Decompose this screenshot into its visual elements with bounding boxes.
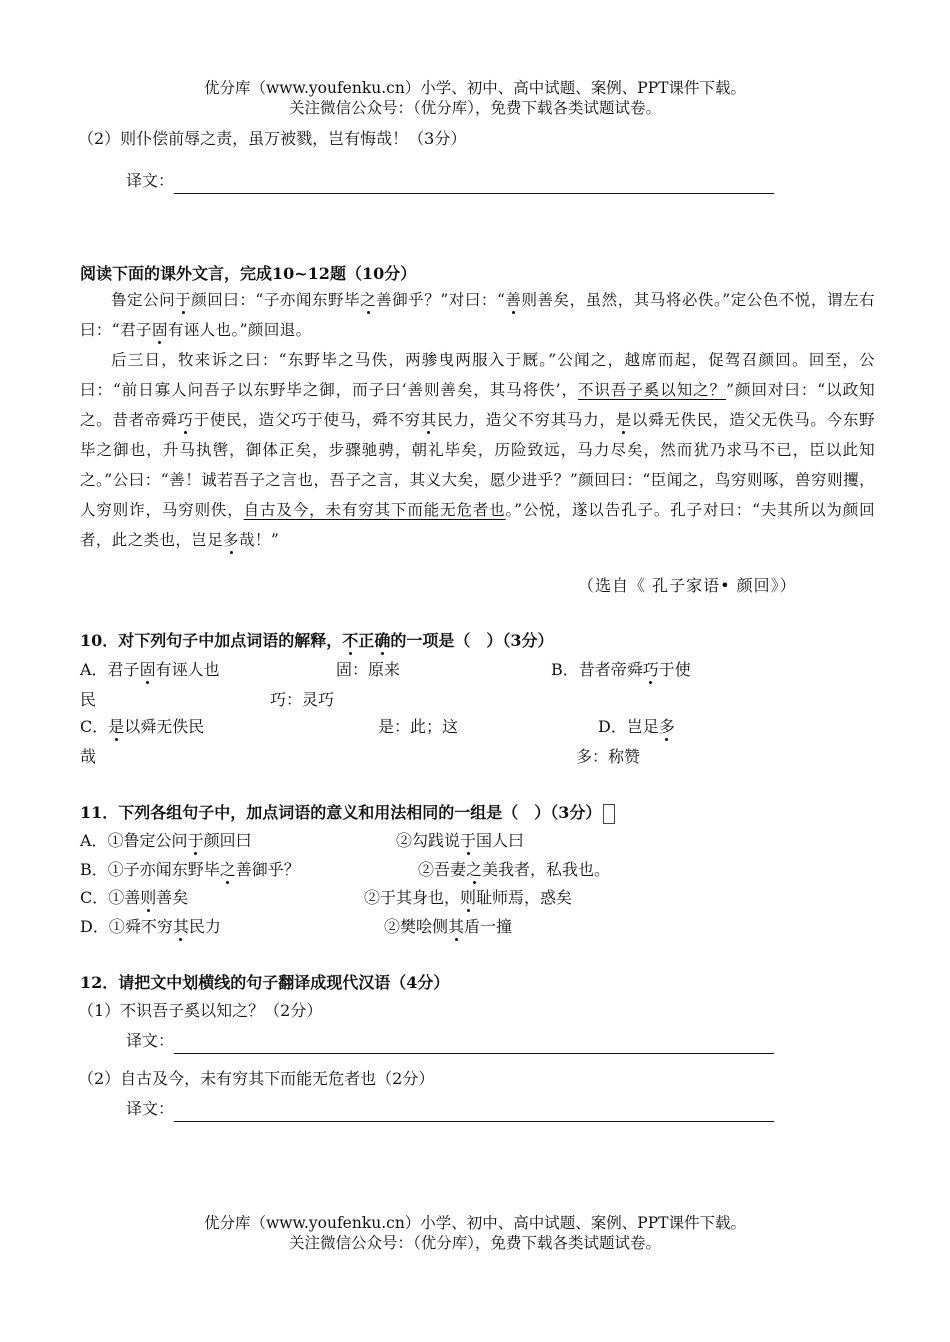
q11-option-b-2 [418,857,610,883]
q10-option-c-note: 是：此；这 [378,717,459,736]
passage-paragraph-1 [80,285,875,345]
q10-option-d-note: 多：称赞 [576,747,641,766]
translation-label: 译文： [126,1099,175,1118]
text-run: 于使民，造父巧于使马，舜不穷 [193,411,421,429]
section-title: 阅读下面的课外文言，完成10~12题（10分） [80,264,417,283]
emphasized-word: 不 [342,631,359,650]
q11-option-d-2 [384,914,512,940]
text-run: 盾一撞 [464,917,513,936]
q11-option-a-2 [396,828,524,854]
q10-option-b-cont: 民 [80,690,97,709]
q12-item-1: （1）不识吾子奚以知之？（2分） [78,1001,323,1020]
passage-paragraph-2 [80,345,875,555]
translation-answer-line[interactable] [174,175,774,194]
q11-stem-text: 11．下列各组句子中，加点词语的意义和用法相同的一组是（ ）（3分） [80,803,602,822]
q12-translation-row-2 [126,1096,774,1122]
header-line-1: 优分库（www.youfenku.cn）小学、初中、高中试题、案例、PPT课件下载。 [203,79,747,97]
emphasized-word: 善 [505,291,522,309]
q11-option-b-1[interactable] [80,857,300,883]
text-run: 国人曰 [476,831,525,850]
text-run: ②樊哙侧 [384,917,449,936]
text-run: C．①善 [80,888,141,907]
text-run: 耻师焉，惑矣 [476,888,573,907]
text-run: ”颜回对曰：“以政知之。昔者帝舜 [80,381,875,429]
prev-question-item-2: （2）则仆偿前辱之责，虽万被戮，岂有悔哉！（3分） [78,129,467,148]
placeholder-box-icon [603,804,615,824]
text-run: 颜回曰 [203,831,252,850]
q11-option-c-2 [364,885,572,911]
emphasized-word: 之 [219,860,236,879]
prev-translation-row [126,168,774,194]
emphasized-word: 确 [374,631,391,650]
emphasized-word: 是 [108,717,125,736]
text-run: 则善矣，虽然，其马将必佚。”定公色不悦，谓左右曰：“君子 [80,291,875,339]
emphasized-word: 多 [658,717,675,736]
text-run: 10．对下列句子中加点词语的解释， [80,631,343,650]
text-run: 善矣 [156,888,189,907]
translation-label: 译文： [126,1031,175,1050]
text-run: A．①鲁定公问 [80,831,188,850]
header-line-2: 关注微信公众号：（优分库），免费下载各类试题试卷。 [288,99,661,117]
emphasized-word: 固 [139,660,156,679]
text-run: 民力 [188,917,221,936]
q10-option-b-note: 巧：灵巧 [270,690,335,709]
text-run: 以舜无佚民 [124,717,205,736]
emphasized-word: 之 [360,291,377,309]
text-run: 有诬人也。”颜回退。 [167,321,312,339]
footer-line-2: 关注微信公众号：（优分库），免费下载各类试题试卷。 [288,1234,661,1252]
text-run: 美我者，私我也。 [482,860,611,879]
q10-option-c[interactable] [80,714,204,740]
emphasized-word: 则 [460,888,477,907]
emphasized-word: 巧 [177,411,194,429]
text-run: 以舜无佚民，造父无佚马。今东野毕之御也，升马执辔，御体正矣，步骤驰骋，朝礼毕矣，历险致远，马力尽矣，然而犹乃求马不已，臣以此知之。”公曰：“善！诚若吾子之言也，吾子之言，其义大矣，愿少进乎？”颜回曰：“臣闻之，鸟穷则啄，兽穷则攫，人穷则诈，马穷则佚， [80,411,875,519]
emphasized-word: 巧 [642,660,659,679]
text-run: 于使 [658,660,691,679]
q11-option-a-1[interactable] [80,828,252,854]
emphasized-word: 于 [187,831,204,850]
text-run: B．①子亦闻东野毕 [80,860,220,879]
text-run: 有诬人也 [155,660,220,679]
text-run: D．①舜不穷 [80,917,173,936]
text-run: C． [80,717,109,736]
text-run: 颜回曰：“子亦闻东野毕 [191,291,361,309]
translation-label: 译文： [126,171,175,190]
passage-source: （选自《 孔子家语• 颜回》） [578,576,797,595]
emphasized-word: 是 [615,411,632,429]
q12-translation-row-1 [126,1028,774,1054]
text-run: 的一项是（ ）（3分） [390,631,554,650]
q10-option-d[interactable] [598,714,675,740]
emphasized-word: 其 [172,917,189,936]
page-header [0,78,950,118]
q11-option-d-1[interactable] [80,914,221,940]
text-run: ②吾妻 [418,860,467,879]
q12-answer-line-2[interactable] [174,1103,774,1122]
emphasized-word: 其 [448,917,465,936]
text-run: ②勾践说 [396,831,461,850]
text-run: 正 [358,631,375,650]
underlined-sentence: 自古及今，未有穷其下而能无危者也 [243,501,506,519]
q10-option-b[interactable] [551,657,691,683]
q12-answer-line-1[interactable] [174,1035,774,1054]
text-run: D．岂足 [598,717,659,736]
q12-item-2: （2）自古及今，未有穷其下而能无危者也（2分） [78,1069,435,1088]
emphasized-word: 多 [223,531,240,549]
q12-stem: 12．请把文中划横线的句子翻译成现代汉语（4分） [80,973,450,992]
passage [80,285,875,555]
q11-stem [80,800,615,826]
underlined-sentence: 不识吾子奚以知之？ [577,381,727,399]
text-run: 善御乎？”对曰：“ [376,291,506,309]
emphasized-word: 则 [140,888,157,907]
text-run: ②于其身也， [364,888,461,907]
emphasized-word: 于 [175,291,192,309]
text-run: 哉！” [239,531,280,549]
emphasized-word: 之 [466,860,483,879]
emphasized-word: 其 [420,411,438,429]
text-run: 鲁定公问 [111,291,176,309]
q10-stem [80,628,553,654]
q11-option-c-1[interactable] [80,885,188,911]
text-run: 善御乎？ [235,860,300,879]
text-run: 。”公悦，遂以告孔子。孔子对曰：“夫其所以为颜回者，此之类也，岂足 [80,501,875,549]
text-run: A．君子 [80,660,140,679]
q10-option-d-cont: 哉 [80,747,97,766]
q10-option-a[interactable] [80,657,220,683]
footer-line-1: 优分库（www.youfenku.cn）小学、初中、高中试题、案例、PPT课件下载。 [203,1214,747,1232]
text-run: B．昔者帝舜 [551,660,643,679]
q10-option-a-note: 固：原来 [336,660,401,679]
text-run: 民力，造父不穷其马力， [437,411,616,429]
page-footer [0,1213,950,1253]
text-run: 后三日，牧来诉之曰：“东野毕之马佚，两骖曳两服入于厩。”公闻之，越席而起，促驾召颜回。回至，公曰：“前日寡人问吾子以东野毕之御，而子曰‘善则善矣，其马将佚’， [80,351,875,399]
emphasized-word: 固 [151,321,168,339]
emphasized-word: 于 [460,831,477,850]
